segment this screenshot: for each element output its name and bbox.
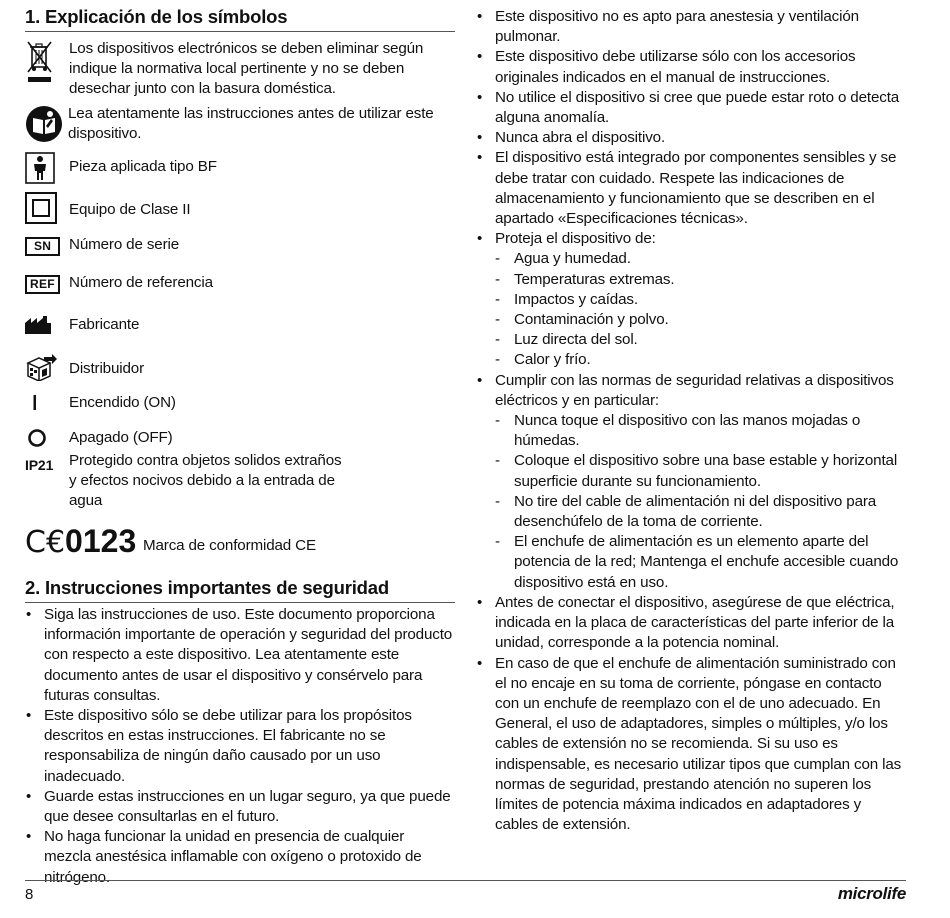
symbol-row-bf: [25, 152, 455, 192]
ce-letters: C€: [25, 525, 66, 560]
symbol-row-weee: [25, 39, 455, 105]
symbol-row-manufacturer: [25, 313, 455, 357]
sublist-item: - No tire del cable de alimentación ni del dispositivo para desenchúfelo de la toma de corriente.: [495, 492, 906, 532]
sublist-item: - Temperaturas extremas.: [495, 270, 906, 290]
symbol-text: Apagado (OFF): [69, 429, 173, 446]
symbol-text: Número de serie: [69, 236, 180, 253]
sublist-item: - Nunca toque el dispositivo con las manos mojadas o húmedas.: [495, 411, 906, 451]
symbol-row-off: [25, 428, 455, 451]
notified-body-number: 0123: [65, 523, 137, 559]
bf-applied-part-icon: [25, 152, 69, 184]
section1-title: 1. Explicación de los símbolos: [25, 0, 455, 32]
symbol-text: Marca de conformidad CE: [143, 536, 316, 554]
list-item: • Guarde estas instrucciones en un lugar seguro, ya que puede que desee consultarlas en el futuro.: [25, 787, 455, 827]
symbol-text: Los dispositivos electrónicos se deben eliminar según indique la normativa local pertinente y no se deben desechar junto con la basura doméstica.: [69, 40, 424, 98]
list-item-protect: [476, 229, 906, 370]
ce-mark-icon: [25, 525, 143, 559]
manufacturer-icon: [25, 313, 69, 334]
symbol-text: Pieza aplicada tipo BF: [69, 158, 217, 175]
power-on-icon: [25, 393, 69, 411]
symbol-row-sn: [25, 235, 455, 271]
read-manual-icon: [25, 105, 68, 143]
list-item: • Este dispositivo sólo se debe utilizar para los propósitos descritos en estas instrucciones. El fabricante no se responsabiliza de ningún daño causado por un uso inadecuado.: [25, 706, 455, 787]
symbol-text: Número de referencia: [69, 274, 213, 291]
symbol-text: Encendido (ON): [69, 394, 176, 411]
symbol-text: Protegido contra objetos solidos extraños y efectos nocivos debido a la entrada de agua: [69, 452, 342, 510]
brand-logo: microlife: [837, 884, 906, 903]
list-item: • En caso de que el enchufe de alimentación suministrado con el no encaje en su toma de corriente, póngase en contacto con un enchufe de reemplazo con el de uno adecuado. En General, el uso de adaptadores, simples o múltiples, y/o los cables de extensión no se recomienda. Si su uso es indispensable, es necesario utilizar tipos que cumplan con las normas de seguridad, prestando atención no superen los límites de potencia máxima indicados en adaptadores y cables de extensión.: [476, 654, 906, 836]
list-item: • No utilice el dispositivo si cree que puede estar roto o detecta alguna anomalía.: [476, 88, 906, 128]
list-item: • No haga funcionar la unidad en presencia de cualquier mezcla anestésica inflamable con oxígeno o protoxido de nitrógeno.: [25, 827, 455, 888]
sublist-item: - El enchufe de alimentación es un elemento aparte del potencia de la red; Mantenga el enchufe accesible cuando dispositivo está en uso.: [495, 532, 906, 593]
power-off-icon: [25, 428, 69, 448]
symbol-row-class-ii: [25, 192, 455, 232]
left-column: [25, 0, 455, 888]
symbol-row-ip21: [25, 451, 455, 521]
symbols-list: [25, 39, 455, 561]
symbol-text: Fabricante: [69, 316, 140, 333]
serial-number-label: SN: [25, 237, 60, 256]
symbol-row-manual: [25, 105, 455, 151]
crossed-bin-icon: [25, 39, 69, 85]
page-footer: [25, 880, 906, 904]
symbol-text: Lea atentamente las instrucciones antes de utilizar este dispositivo.: [68, 105, 434, 143]
safety-list-left: [25, 605, 455, 888]
ip21-icon: [25, 451, 69, 475]
list-item-comply: [476, 371, 906, 593]
sublist-item: - Coloque el dispositivo sobre una base estable y horizontal superficie durante su funcionamiento.: [495, 451, 906, 491]
list-item: • Siga las instrucciones de uso. Este documento proporciona información importante de operación y seguridad del producto con respecto a este dispositivo. Lea atentamente este documento antes de usar el dispositivo y consérvelo para futuras consultas.: [25, 605, 455, 706]
sublist-item: - Luz directa del sol.: [495, 330, 906, 350]
list-item: • Nunca abra el dispositivo.: [476, 128, 906, 148]
ip21-label: IP21: [25, 457, 54, 473]
list-item: • Antes de conectar el dispositivo, asegúrese de que eléctrica, indicada en la placa de características del parte inferior de la unidad, corresponde a la potencia nominal.: [476, 593, 906, 654]
comply-sublist: [495, 411, 906, 593]
symbol-row-distributor: [25, 357, 455, 393]
distributor-icon: [25, 353, 69, 381]
symbol-row-ref: [25, 273, 455, 313]
safety-list-right: [476, 7, 906, 835]
symbol-row-ce: [25, 523, 455, 561]
comply-lead: Cumplir con las normas de seguridad relativas a dispositivos eléctricos y en particular:: [495, 371, 894, 409]
serial-number-icon: [25, 235, 69, 256]
sublist-item: - Contaminación y polvo.: [495, 310, 906, 330]
page-number: 8: [25, 885, 34, 903]
class-ii-icon: [25, 192, 69, 224]
symbol-row-on: [25, 393, 455, 428]
sublist-item: - Agua y humedad.: [495, 249, 906, 269]
list-item: • Este dispositivo debe utilizarse sólo con los accesorios originales indicados en el manual de instrucciones.: [476, 47, 906, 87]
section2-title: 2. Instrucciones importantes de seguridad: [25, 571, 455, 603]
sublist-item: - Calor y frío.: [495, 350, 906, 370]
protect-lead: Proteja el dispositivo de:: [495, 230, 656, 248]
reference-number-label: REF: [25, 275, 60, 294]
symbol-text: Equipo de Clase II: [69, 201, 191, 218]
reference-number-icon: [25, 273, 69, 294]
list-item: • El dispositivo está integrado por componentes sensibles y se debe tratar con cuidado. Respete las indicaciones de almacenamiento y funcionamiento que se describen en el apartado «Especificaciones técnicas».: [476, 148, 906, 229]
symbol-text: Distribuidor: [69, 360, 145, 377]
list-item: • Este dispositivo no es apto para anestesia y ventilación pulmonar.: [476, 7, 906, 47]
protect-sublist: [495, 249, 906, 370]
sublist-item: - Impactos y caídas.: [495, 290, 906, 310]
right-column: [476, 0, 906, 835]
